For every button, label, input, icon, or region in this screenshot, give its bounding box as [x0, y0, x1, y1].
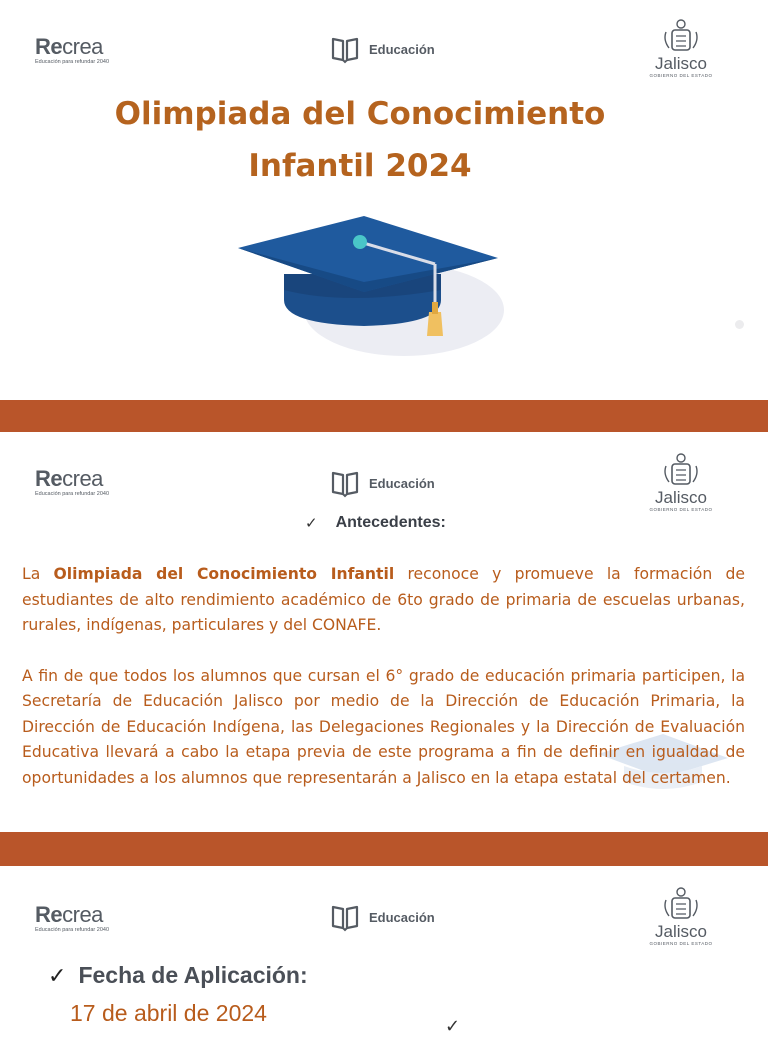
section-heading: ✓ Antecedentes:	[305, 514, 446, 532]
divider-band	[0, 400, 768, 432]
book-icon	[331, 36, 359, 62]
educacion-logo: Educación	[331, 470, 435, 496]
graduation-cap-icon	[236, 212, 506, 362]
paragraph-1: La Olimpiada del Conocimiento Infantil reconoce y promueve la formación de estudiantes de alto rendimiento académico de 6to grado de primaria de escuelas urbanas, rurales, indígenas, particulares y del CONAFE.	[22, 565, 745, 634]
paragraph-2: A fin de que todos los alumnos que cursan el 6° grado de educación primaria participen, la Secretaría de Educación Jalisco por medio de la Dirección de Educación Primaria, la Dirección de Educación Indígena, las Delegaciones Regionales y la Dirección de Evaluación Educativa llevará a cabo la etapa previa de este programa a fin de definir en igualdad de oportunidades a los alumnos que representarán a Jalisco en la etapa estatal del certamen.	[22, 666, 745, 787]
recrea-logo: Recrea Educación para refundar 2040	[35, 902, 109, 933]
jalisco-logo: Jalisco GOBIERNO DEL ESTADO	[646, 18, 716, 78]
checkmark-icon: ✓	[48, 962, 67, 988]
recrea-logo: Recrea Educación para refundar 2040	[35, 34, 109, 65]
body-text	[22, 562, 745, 816]
divider-band	[0, 832, 768, 866]
jalisco-logo: Jalisco GOBIERNO DEL ESTADO	[646, 886, 716, 946]
coat-of-arms-icon	[661, 452, 701, 488]
book-icon	[331, 470, 359, 496]
page-title: Olimpiada del Conocimiento Infantil 2024	[114, 96, 606, 184]
checkmark-icon: ✓	[445, 1016, 461, 1036]
coat-of-arms-icon	[661, 886, 701, 922]
checkmark-icon: ✓	[305, 515, 318, 532]
slide-antecedentes	[0, 432, 768, 832]
application-date: 17 de abril de 2024	[70, 1000, 267, 1026]
coat-of-arms-icon	[661, 18, 701, 54]
slide-fecha	[0, 866, 768, 1036]
educacion-logo: Educación	[331, 904, 435, 930]
slide-title	[0, 0, 768, 400]
section-heading: ✓ Fecha de Aplicación:	[48, 962, 308, 988]
book-icon	[331, 904, 359, 930]
educacion-logo: Educación	[331, 36, 435, 62]
decorative-dot	[735, 320, 744, 329]
recrea-logo: Recrea Educación para refundar 2040	[35, 466, 109, 497]
jalisco-logo: Jalisco GOBIERNO DEL ESTADO	[646, 452, 716, 512]
